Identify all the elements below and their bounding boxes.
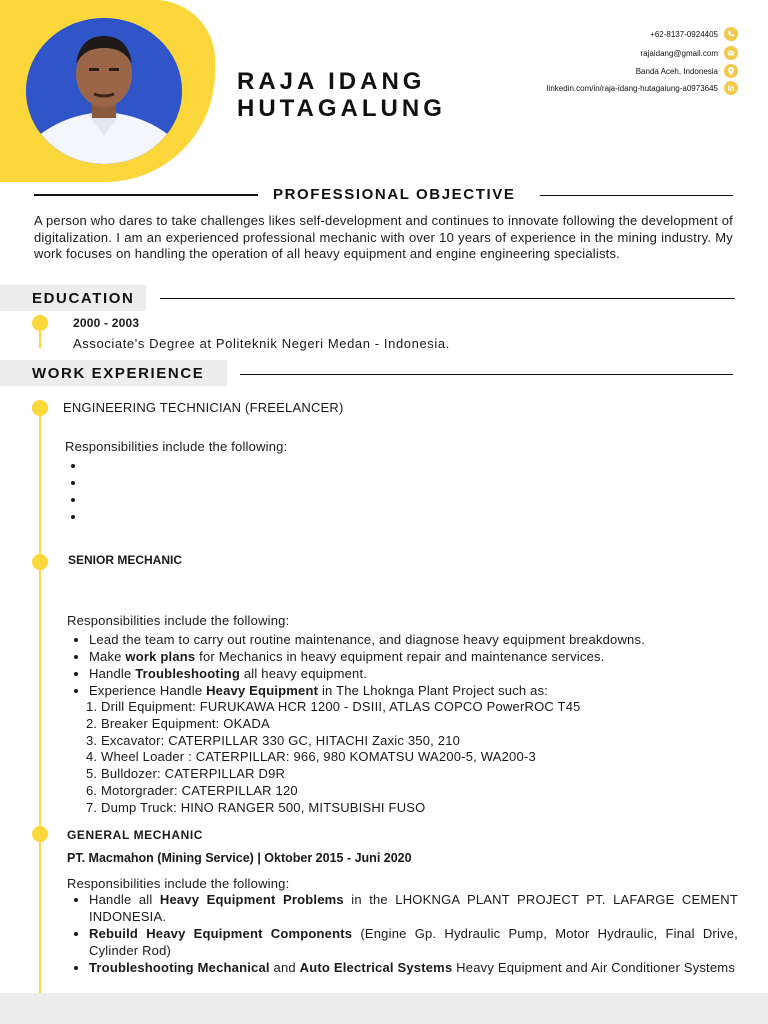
objective-rule-left — [34, 194, 258, 196]
name-line-1: RAJA IDANG — [237, 68, 426, 95]
education-heading-band — [0, 285, 146, 311]
equipment-item: 2. Breaker Equipment: OKADA — [101, 716, 737, 733]
work-heading-band — [0, 360, 227, 386]
work-timeline — [39, 408, 41, 993]
list-item — [86, 508, 90, 525]
job-1-bullets — [70, 457, 90, 525]
list-item: • Experience Handle Heavy Equipment in The Lhoknga Plant Project such as: — [89, 682, 737, 699]
contact-linkedin[interactable] — [547, 80, 738, 96]
list-item — [86, 491, 90, 508]
equipment-item: 7. Dump Truck: HINO RANGER 500, MITSUBISHI FUSO — [101, 800, 737, 817]
education-dot — [32, 315, 48, 331]
job-2-dot — [32, 554, 48, 570]
phone-icon — [724, 27, 738, 41]
list-item: • Handle Troubleshooting all heavy equipment. — [89, 665, 737, 682]
equipment-item: 3. Excavator: CATERPILLAR 330 GC, HITACHI Zaxic 350, 210 — [101, 733, 737, 750]
job-1-title: ENGINEERING TECHNICIAN (FREELANCER) — [63, 400, 344, 415]
education-heading: EDUCATION — [32, 289, 135, 307]
job-2-title: SENIOR MECHANIC — [68, 553, 183, 567]
equipment-item: 1. Drill Equipment: FURUKAWA HCR 1200 - DSIII, ATLAS COPCO PowerROC T45 — [101, 699, 737, 716]
objective-text: A person who dares to take challenges likes self-development and continues to innovate following the development of digitalization. I am an experienced professional mechanic with over 10 years of experience in the mining industry. My work focuses on handling the operation of all heavy equipment and engine engineering specialists. — [34, 213, 733, 261]
list-item — [86, 474, 90, 491]
equipment-item: 6. Motorgrader: CATERPILLAR 120 — [101, 783, 737, 800]
objective-heading: PROFESSIONAL OBJECTIVE — [273, 186, 516, 203]
work-rule — [240, 374, 733, 375]
contact-email-text[interactable]: rajaidang@gmail.com — [640, 48, 718, 58]
job-3-intro: Responsibilities include the following: — [67, 876, 290, 891]
linkedin-icon: in — [724, 81, 738, 95]
contact-phone — [650, 26, 738, 42]
list-item — [86, 457, 90, 474]
contact-email[interactable] — [641, 45, 739, 61]
job-2-intro: Responsibilities include the following: — [67, 613, 290, 628]
name-line-2: HUTAGALUNG — [237, 95, 446, 122]
contact-location-text: Banda Aceh, Indonesia — [635, 66, 718, 76]
profile-photo — [26, 18, 182, 164]
work-heading: WORK EXPERIENCE — [32, 364, 205, 382]
contact-location — [636, 63, 738, 79]
job-3-title: GENERAL MECHANIC — [67, 828, 204, 842]
education-years: 2000 - 2003 — [73, 316, 140, 330]
education-rule — [160, 298, 735, 299]
contact-linkedin-text[interactable]: linkedin.com/in/raja-idang-hutagalung-a0973645 — [546, 83, 718, 93]
job-1-dot — [32, 400, 48, 416]
candidate-name — [237, 68, 446, 122]
list-item: • Make work plans for Mechanics in heavy equipment repair and maintenance services. — [89, 648, 737, 665]
location-icon — [724, 64, 738, 78]
list-item: • Lead the team to carry out routine maintenance, and diagnose heavy equipment breakdowns. — [89, 631, 737, 648]
job-2-responsibilities — [67, 631, 737, 817]
page-footer-band — [0, 993, 768, 1024]
contact-phone-text: +62-8137-0924405 — [650, 29, 718, 39]
job-3-responsibilities — [67, 891, 738, 976]
objective-rule-right — [540, 195, 733, 196]
job-1-intro: Responsibilities include the following: — [65, 439, 288, 454]
equipment-item: 4. Wheel Loader : CATERPILLAR: 966, 980 KOMATSU WA200-5, WA200-3 — [101, 749, 737, 766]
email-icon — [724, 46, 738, 60]
job-3-dot — [32, 826, 48, 842]
education-degree: Associate's Degree at Politeknik Negeri Medan - Indonesia. — [73, 336, 450, 351]
job-3-company: PT. Macmahon (Mining Service) | Oktober 2015 - Juni 2020 — [67, 851, 412, 865]
list-item: • Troubleshooting Mechanical and Auto Electrical Systems Heavy Equipment and Air Conditioner Systems — [89, 959, 738, 976]
equipment-item: 5. Bulldozer: CATERPILLAR D9R — [101, 766, 737, 783]
list-item: • Rebuild Heavy Equipment Components (Engine Gp. Hydraulic Pump, Motor Hydraulic, Final Drive, Cylinder Rod) — [89, 925, 738, 959]
list-item: • Handle all Heavy Equipment Problems in the LHOKNGA PLANT PROJECT PT. LAFARGE CEMENT INDONESIA. — [89, 891, 738, 925]
